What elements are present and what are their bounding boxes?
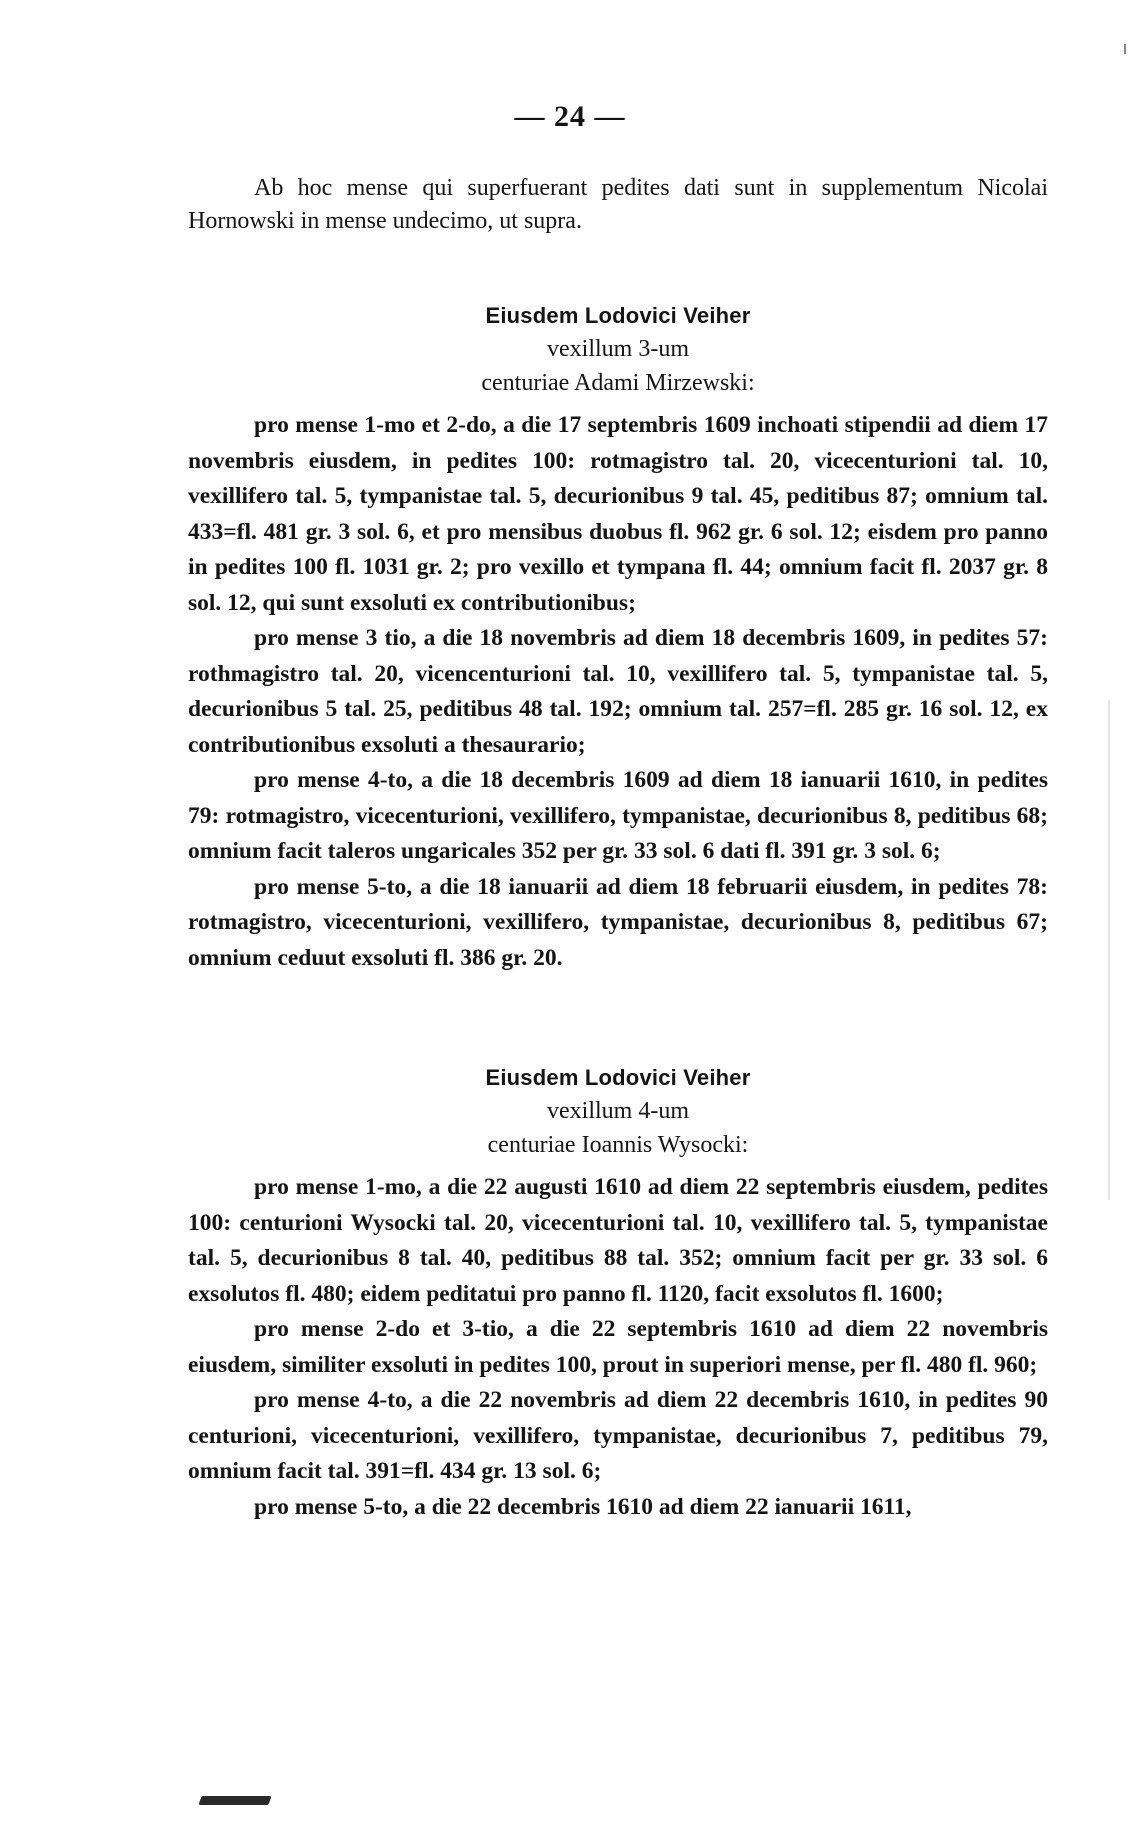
section-vexillum: vexillum 3-um xyxy=(547,336,689,362)
section-vexillum: vexillum 4-um xyxy=(547,1098,689,1124)
section-heading: Eiusdem Lodovici Veiher xyxy=(485,303,751,328)
section-centuria: centuriae Adami Mirzewski: xyxy=(481,370,755,396)
entry-paragraph: pro mense 1-mo, a die 22 augusti 1610 ad diem 22 septembris eiusdem, pedites 100: centurioni Wysocki tal. 20, vicecenturioni tal. 10, vexillifero tal. 5, tympanistae tal. 5, decurionibus 8 tal. 40, peditibus 88 tal. 352; omnium facit per gr. 33 sol. 6 exsolutos fl. 480; eidem peditatui pro panno fl. 1120, facit exsolutos fl. 1600; xyxy=(188,1174,1048,1307)
entries-list xyxy=(188,408,1048,976)
entry-paragraph: pro mense 5-to, a die 18 ianuarii ad diem 18 februarii eiusdem, in pedites 78: rotmagistro, vicecenturioni, vexillifero, tympanistae, decurionibus 8, peditibus 67; omnium ceduut exsoluti fl. 386 gr. 20. xyxy=(188,873,1048,971)
section-centuria: centuriae Ioannis Wysocki: xyxy=(487,1132,749,1158)
scan-artifact-dot xyxy=(1124,44,1126,54)
entry-paragraph: pro mense 3 tio, a die 18 novembris ad diem 18 decembris 1609, in pedites 57: rothmagistro tal. 20, vicencenturioni tal. 10, vexillifero tal. 5, tympanistae tal. 5, decurionibus 5 tal. 25, peditibus 48 tal. 192; omnium tal. 257=fl. 285 gr. 16 sol. 12, ex contributionibus exsoluti a thesaurario; xyxy=(188,625,1048,758)
intro-paragraph: Ab hoc mense qui superfuerant pedites dati sunt in supplementum Nicolai Hornowski in mense undecimo, ut supra. xyxy=(188,175,1048,234)
section-heading: Eiusdem Lodovici Veiher xyxy=(485,1065,751,1090)
scan-edge-line xyxy=(1108,700,1110,1200)
intro-paragraph-block xyxy=(188,172,1048,238)
entry-paragraph: pro mense 4-to, a die 18 decembris 1609 ad diem 18 ianuarii 1610, in pedites 79: rotmagistro, vicecenturioni, vexillifero, tympanistae, decurionibus 8, peditibus 68; omnium facit taleros ungaricales 352 per gr. 33 sol. 6 dati fl. 391 gr. 3 sol. 6; xyxy=(188,767,1048,864)
section-vexillum-4 xyxy=(188,1062,1048,1525)
entry-paragraph: pro mense 2-do et 3-tio, a die 22 septembris 1610 ad diem 22 novembris eiusdem, similiter exsoluti in pedites 100, prout in superiori mense, per fl. 480 fl. 960; xyxy=(188,1316,1048,1378)
entries-list xyxy=(188,1170,1048,1525)
section-vexillum-3 xyxy=(188,300,1048,976)
entry-paragraph: pro mense 1-mo et 2-do, a die 17 septembris 1609 inchoati stipendii ad diem 17 novembris eiusdem, in pedites 100: rotmagistro tal. 20, vicecenturioni tal. 10, vexillifero tal. 5, tympanistae tal. 5, decurionibus 9 tal. 45, peditibus 87; omnium tal. 433=fl. 481 gr. 3 sol. 6, et pro mensibus duobus fl. 962 gr. 6 sol. 12; eisdem pro panno in pedites 100 fl. 1031 gr. 2; pro vexillo et tympana fl. 44; omnium facit fl. 2037 gr. 8 sol. 12, qui sunt exsoluti ex contributionibus; xyxy=(188,412,1048,616)
entry-paragraph: pro mense 4-to, a die 22 novembris ad diem 22 decembris 1610, in pedites 90 centurioni, vicecenturioni, vexillifero, tympanistae, decurionibus 7, peditibus 79, omnium facit tal. 391=fl. 434 gr. 13 sol. 6; xyxy=(188,1387,1048,1484)
scan-artifact-mark xyxy=(198,1796,271,1805)
page-number: — 24 — xyxy=(514,100,626,133)
entry-paragraph: pro mense 5-to, a die 22 decembris 1610 ad diem 22 ianuarii 1611, xyxy=(254,1493,912,1520)
